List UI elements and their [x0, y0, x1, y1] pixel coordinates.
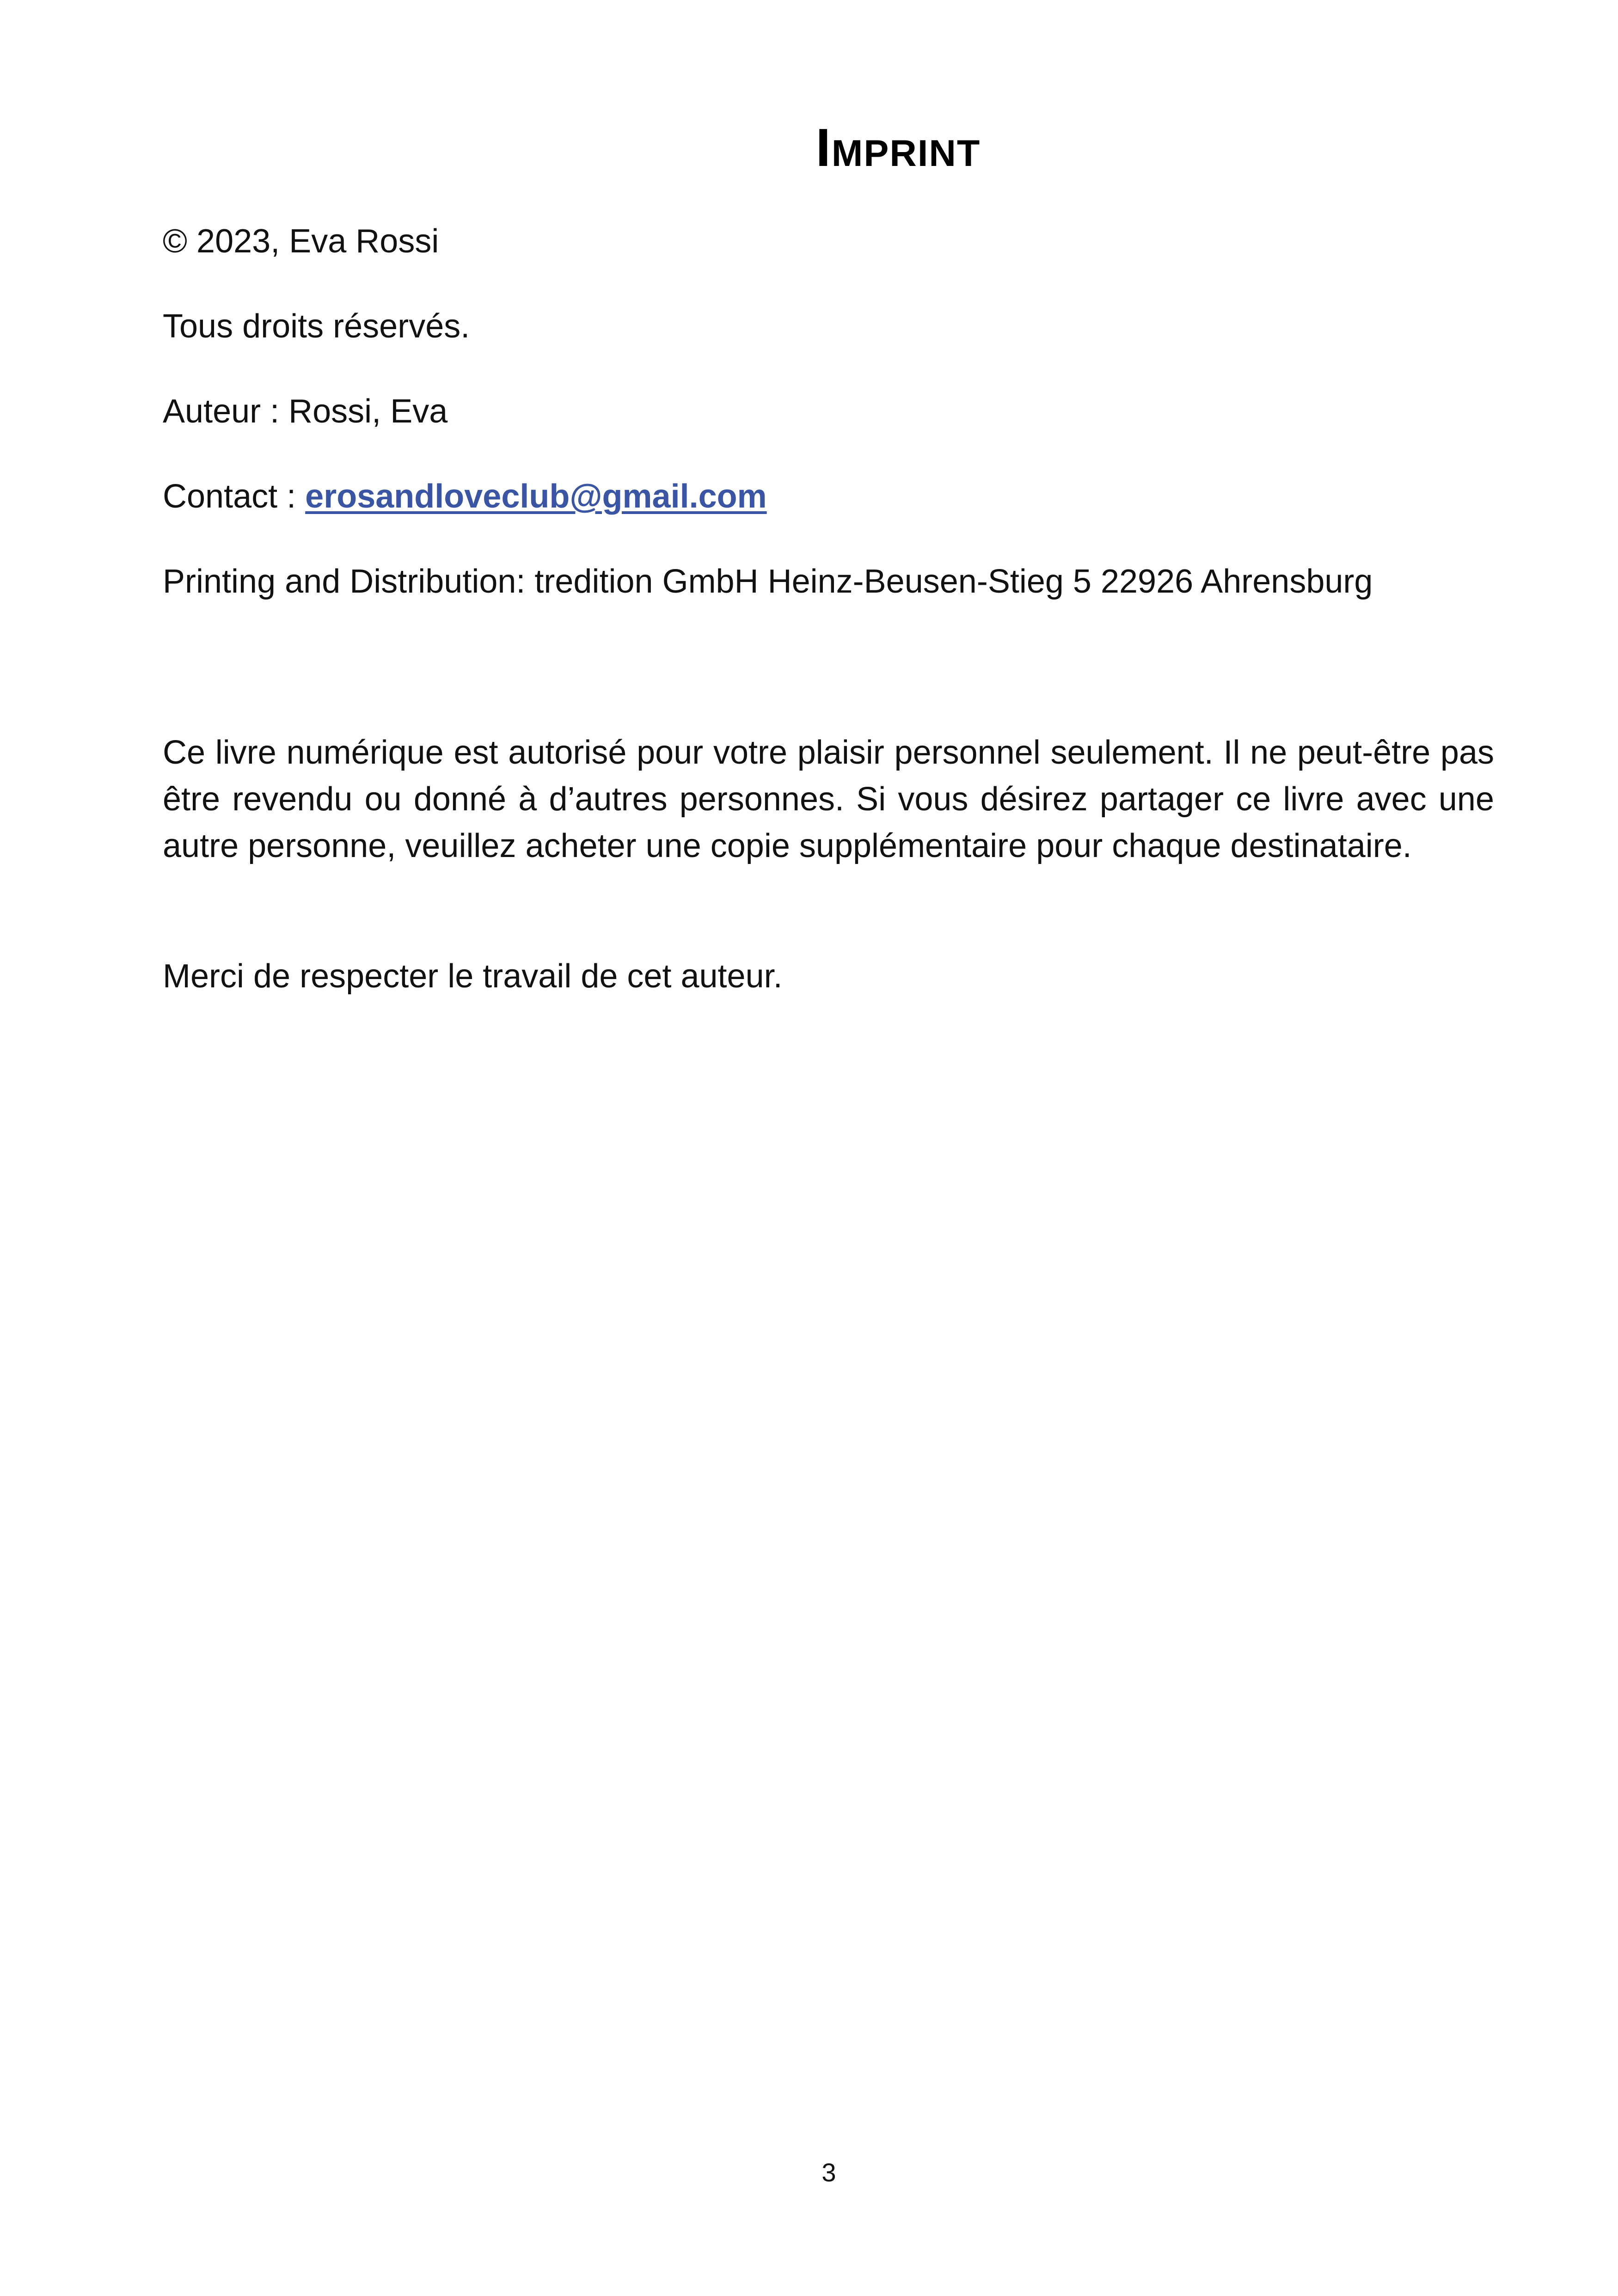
page-number: 3 [821, 2158, 836, 2187]
author-line: Auteur : Rossi, Eva [163, 393, 448, 430]
rights-line: Tous droits réservés. [163, 308, 470, 345]
printing-line: Printing and Distribution: tredition GmbH Heinz-Beusen-Stieg 5 22926 Ahrensburg [163, 563, 1373, 600]
license-notice: Ce livre numérique est autorisé pour votre plaisir personnel seulement. Il ne peut-être pas être revendu ou donné à d’autres personnes. Si vous désirez partager ce livre avec une autre personne, veuillez acheter une copie supplémentaire pour chaque destinataire. [163, 734, 1494, 864]
thanks-line: Merci de respecter le travail de cet auteur. [163, 958, 783, 995]
contact-label: Contact : [163, 478, 306, 515]
contact-line [163, 473, 1494, 520]
contact-email-link[interactable]: erosandloveclub@gmail.com [305, 478, 767, 515]
page-title: Imprint [815, 117, 981, 178]
copyright-line: © 2023, Eva Rossi [163, 223, 439, 260]
